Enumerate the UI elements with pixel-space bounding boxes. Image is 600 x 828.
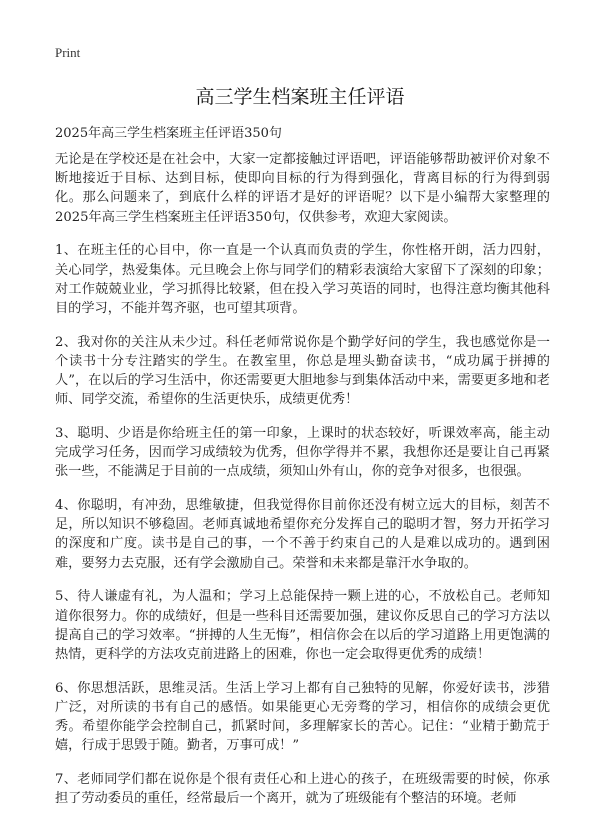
comment-paragraph-2: 2、我对你的关注从未少过。科任老师常说你是个勤学好问的学生，我也感觉你是一个读书十分专注踏实的学生。在教室里，你总是埋头勤奋读书，“成功属于拼搏的人”，在以后的学习生活中，你还需要更大胆地参与到集体活动中来，需要更多地和老师、同学交流，希望你的生活更快乐，成绩更优秀！ <box>55 334 550 408</box>
intro-paragraph: 无论是在学校还是在社会中，大家一定都接触过评语吧，评语能够帮助被评价对象不断地接近于目标、达到目标，使即向目标的行为得到强化，背离目标的行为得到弱化。那么问题来了，到底什么样的评语才是好的评语呢？以下是小编帮大家整理的2025年高三学生档案班主任评语350句，仅供参考，欢迎大家阅读。 <box>55 152 550 225</box>
print-link[interactable]: Print <box>55 45 81 60</box>
comment-paragraph-6: 6、你思想活跃，思维灵活。生活上学习上都有自己独特的见解，你爱好读书，涉猎广泛，对所读的书有自己的感悟。如果能更心无旁骛的学习，相信你的成绩会更优秀。希望你能学会控制自己，抓紧时间，多理解家长的苦心。记住：“业精于勤荒于嬉，行成于思毁于随。勤者，万事可成！” <box>55 680 550 754</box>
document-body <box>55 150 550 823</box>
comment-paragraph-7: 7、老师同学们都在说你是个很有责任心和上进心的孩子，在班级需要的时候，你承担了劳动委员的重任，经常最后一个离开，就为了班级能有个整洁的环境。老师 <box>55 771 550 807</box>
comment-paragraph-4: 4、你聪明，有冲劲，思维敏捷，但我觉得你目前你还没有树立远大的目标，刻苦不足，所以知识不够稳固。老师真诚地希望你充分发挥自己的聪明才智，努力开拓学习的深度和广度。读书是自己的事，一个不善于约束自己的人是难以成功的。遇到困难，要努力去克服，还有学会激励自己。荣誉和未来都是靠汗水争取的。 <box>55 498 550 571</box>
comment-paragraph-3: 3、聪明、少语是你给班主任的第一印象，上课时的状态较好，听课效率高，能主动完成学习任务，因而学习成绩较为优秀，但你学得并不累，我想你还是要让自己再紧张一些，不能满足于目前的一点成绩，须知山外有山，你的竞争对很多，也很强。 <box>55 425 550 480</box>
comment-paragraph-1: 1、在班主任的心目中，你一直是一个认真而负责的学生，你性格开朗，活力四射，关心同学，热爱集体。元旦晚会上你与同学们的精彩表演给大家留下了深刻的印象；对工作兢兢业业，学习抓得比较紧，但在投入学习英语的同时，也得注意均衡其他科目的学习，不能并驾齐驱，也可望其项背。 <box>55 243 550 316</box>
document-subtitle: 2025年高三学生档案班主任评语350句 <box>55 126 282 141</box>
page-title: 高三学生档案班主任评语 <box>195 86 405 108</box>
comment-paragraph-5: 5、待人谦虚有礼，为人温和；学习上总能保持一颗上进的心，不放松自己。老师知道你很努力。你的成绩好，但是一些科目还需要加强，建议你反思自己的学习方法以提高自己的学习效率。“拼搏的人生无悔”，相信你会在以后的学习道路上用更饱满的热情，更科学的方法攻克前进路上的困难，你也一定会取得更优秀的成绩！ <box>55 589 550 662</box>
